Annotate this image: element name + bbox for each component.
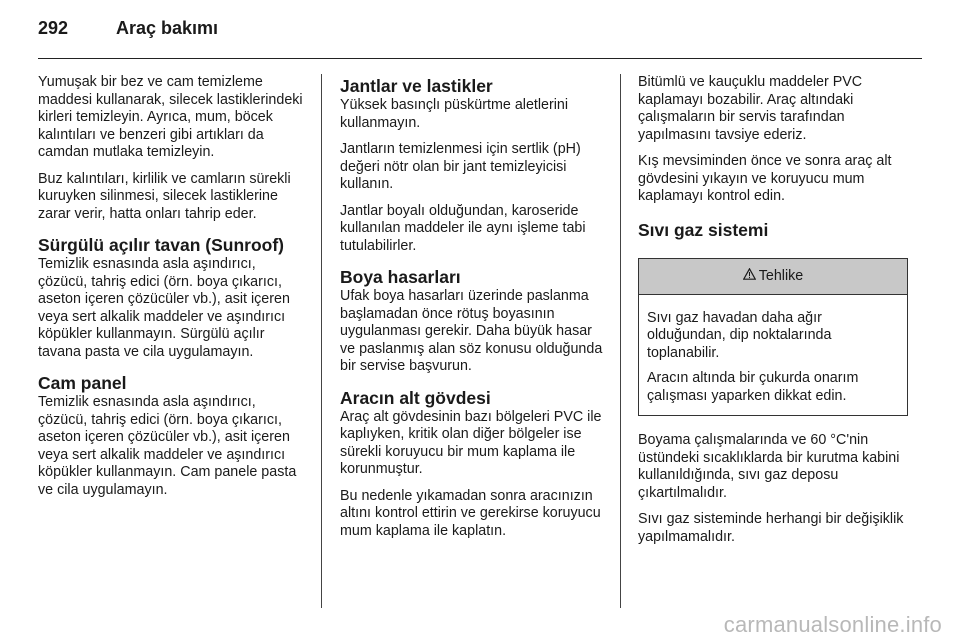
section-heading-lpg-system: Sıvı gaz sistemi — [638, 219, 769, 240]
section-heading-glass-panel: Cam panel — [38, 373, 127, 393]
column-left — [38, 74, 308, 508]
paragraph: Sıvı gaz sisteminde herhangi bir değişiklik yapılmamalıdır. — [638, 511, 904, 545]
paragraph: Boyama çalışmalarında ve 60 °C'nin üstündeki sıcaklıklarda bir kurutma kabini kullanıldığında, sıvı gaz deposu çıkartılmalıdır. — [638, 432, 900, 501]
section-heading-sunroof: Sürgülü açılır tavan (Sunroof) — [38, 235, 284, 255]
column-divider — [620, 74, 621, 608]
paragraph: Aracın altında bir çukurda onarım çalışması yaparken dikkat edin. — [647, 370, 859, 404]
paragraph: Yüksek basınçlı püskürtme aletlerini kullanmayın. — [340, 97, 569, 131]
paragraph: Temizlik esnasında asla aşındırıcı, çözücü, tahriş edici (örn. boya çıkarıcı, aseton içeren çözücüler vb.), asit içeren veya sert alkalik maddeler ve aşındırıcı köpükler kullanmayın. Sürgülü açılır tavana pasta ve cila uygulamayın. — [38, 256, 290, 360]
page-header — [38, 18, 218, 48]
column-middle — [340, 74, 608, 549]
paragraph: Sıvı gaz havadan daha ağır olduğundan, dip noktalarında toplanabilir. — [647, 309, 832, 361]
warning-triangle-icon — [743, 268, 756, 284]
paragraph: Bu nedenle yıkamadan sonra aracınızın altını kontrol ettirin ve gerekirse koruyucu mum kaplama ile kaplatın. — [340, 487, 601, 539]
danger-box — [638, 258, 908, 417]
danger-box-header — [639, 259, 907, 295]
page-title: Araç bakımı — [116, 18, 219, 38]
paragraph: Jantların temizlenmesi için sertlik (pH) değeri nötr olan bir jant temizleyicisi kullanın. — [340, 141, 581, 192]
paragraph: Ufak boya hasarları üzerinde paslanma başlamadan önce rötuş boyasının uygulanması gerekir. Daha büyük hasar ve paslanmış alan söz konusu olduğunda bir servise başvurun. — [340, 288, 603, 374]
section-heading-wheels: Jantlar ve lastikler — [340, 76, 493, 96]
watermark: carmanualsonline.info — [723, 612, 942, 637]
column-divider — [321, 74, 322, 608]
section-heading-underbody: Aracın alt gövdesi — [340, 387, 491, 408]
paragraph: Araç alt gövdesinin bazı bölgeleri PVC ile kaplıyken, kritik olan diğer bölgeler ise sürekli koruyucu bir mum kaplama ile korunmuştur. — [340, 408, 602, 477]
paragraph: Yumuşak bir bez ve cam temizleme maddesi kullanarak, silecek lastiklerindeki kirleri temizleyin. Ayrıca, mum, böcek kalıntıları ve benzeri gibi artıkları da camdan mutlaka temizleyin. — [38, 74, 303, 160]
paragraph: Jantlar boyalı olduğundan, karoseride kullanılan maddeler ile aynı işleme tabi tutulabilirler. — [340, 202, 586, 254]
paragraph: Temizlik esnasında asla aşındırıcı, çözücü, tahriş edici (örn. boya çıkarıcı, aseton içeren çözücüler vb.), asit içeren veya sert alkalik maddeler ve aşındırıcı köpükler kullanmayın. Cam panele pasta ve cila uygulamayın. — [38, 394, 297, 498]
header-divider — [38, 58, 922, 59]
section-heading-paint-damage: Boya hasarları — [340, 267, 461, 287]
paragraph: Buz kalıntıları, kirlilik ve camların sürekli kuruyken silinmesi, silecek lastiklerine zarar verir, hatta onları tahrip eder. — [38, 170, 291, 222]
paragraph: Bitümlü ve kauçuklu maddeler PVC kaplamayı bozabilir. Araç altındaki çalışmaların bir servis tarafından yapılmasını tavsiye ederiz. — [638, 74, 863, 143]
page-number: 292 — [38, 18, 69, 38]
column-right — [638, 74, 908, 555]
danger-box-body — [639, 295, 907, 416]
paragraph: Kış mevsiminden önce ve sonra araç alt gövdesini yıkayın ve koruyucu mum kaplamayı kontrol edin. — [638, 153, 892, 204]
danger-box-title: Tehlike — [758, 268, 804, 284]
